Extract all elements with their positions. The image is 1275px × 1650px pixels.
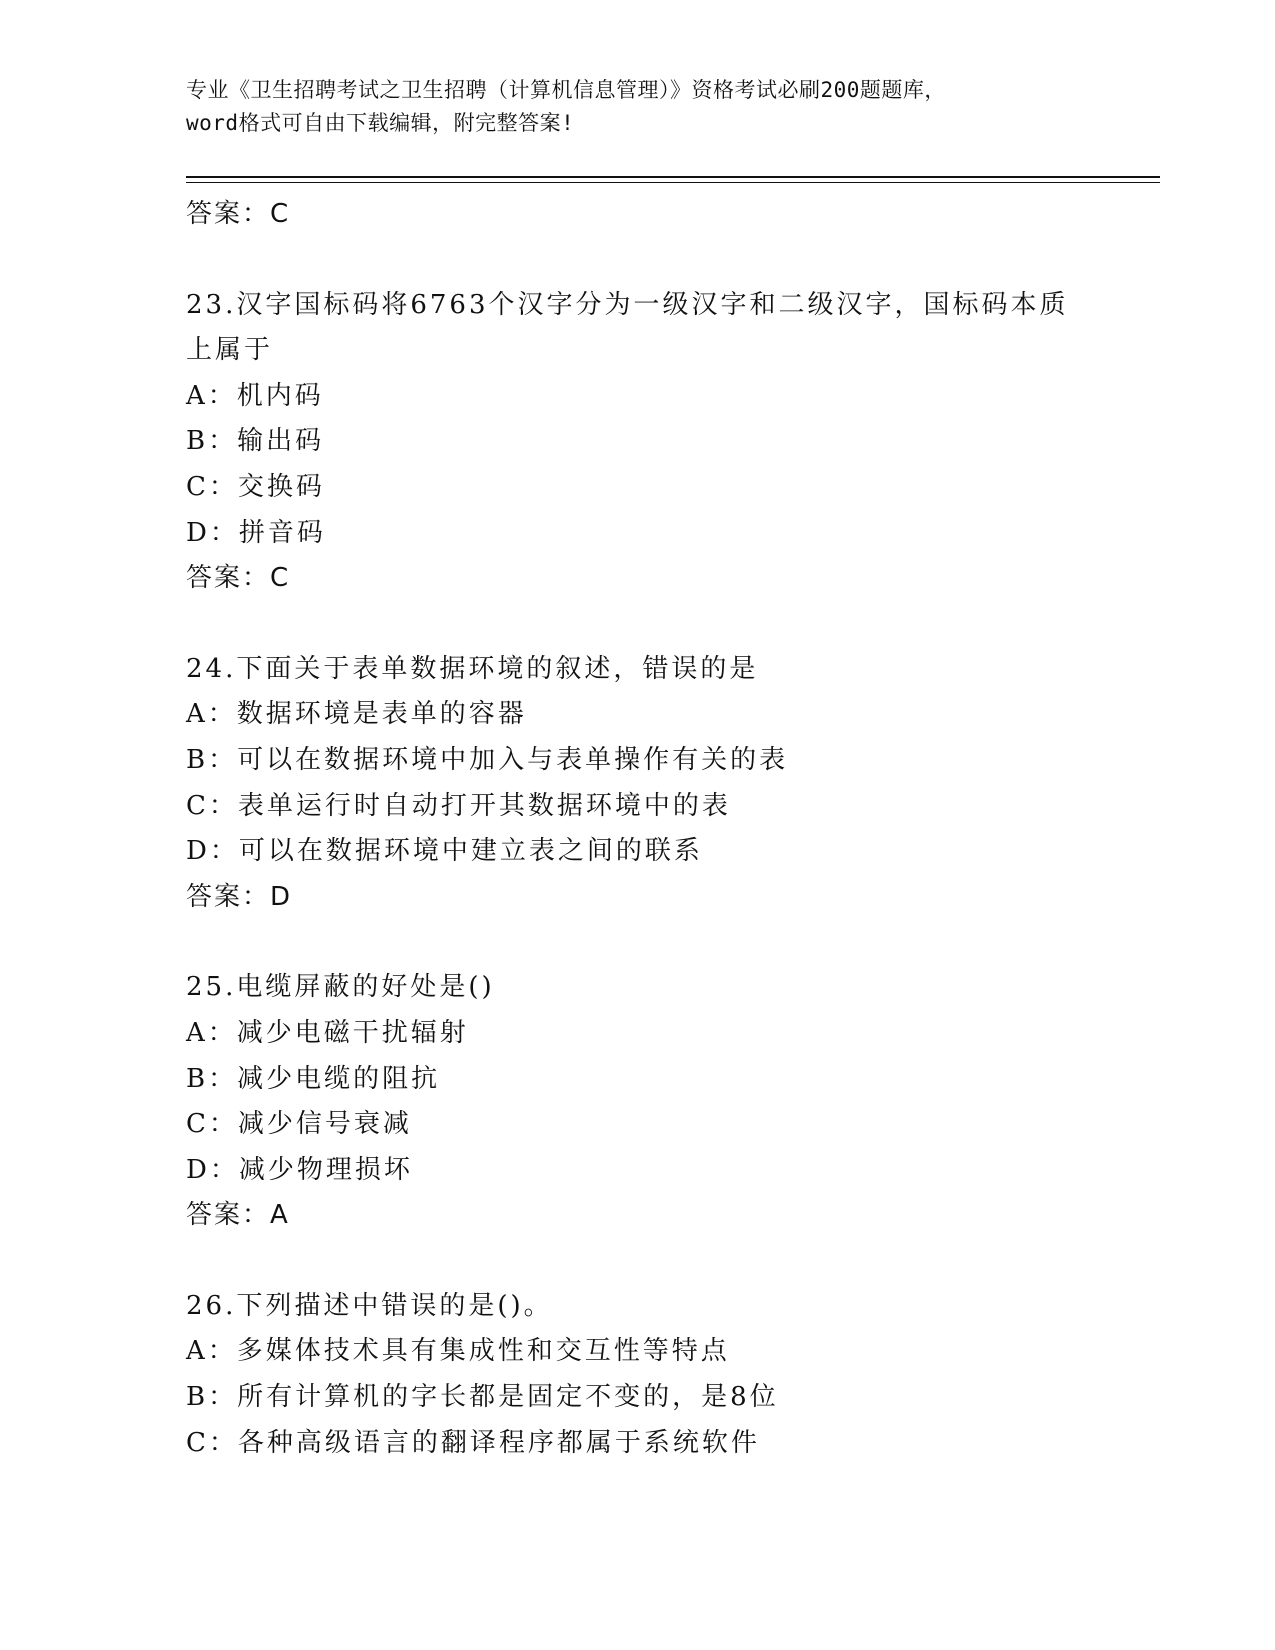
answer: 答案：D bbox=[186, 881, 293, 912]
question-stem: 26.下列描述中错误的是()。 bbox=[186, 1290, 553, 1321]
document-header bbox=[186, 74, 1086, 140]
option-c: C：表单运行时自动打开其数据环境中的表 bbox=[186, 790, 731, 821]
question-24 bbox=[186, 647, 1126, 921]
option-d: D：可以在数据环境中建立表之间的联系 bbox=[186, 836, 703, 867]
spacer bbox=[186, 920, 1126, 965]
option-a: A：数据环境是表单的容器 bbox=[186, 699, 527, 730]
question-23 bbox=[186, 283, 1126, 602]
header-line-2: word格式可自由下载编辑，附完整答案! bbox=[186, 111, 575, 135]
answer: 答案：A bbox=[186, 1200, 290, 1231]
header-line-1: 专业《卫生招聘考试之卫生招聘（计算机信息管理）》资格考试必刷200题题库， bbox=[186, 78, 946, 102]
answer: 答案：C bbox=[186, 563, 291, 594]
option-a: A：多媒体技术具有集成性和交互性等特点 bbox=[186, 1336, 730, 1367]
option-d: D：减少物理损坏 bbox=[186, 1154, 413, 1185]
option-a: A：减少电磁干扰辐射 bbox=[186, 1017, 469, 1048]
option-b: B：输出码 bbox=[186, 426, 325, 457]
option-b: B：所有计算机的字长都是固定不变的，是8位 bbox=[186, 1382, 779, 1413]
option-d: D：拼音码 bbox=[186, 517, 326, 548]
option-c: C：交换码 bbox=[186, 471, 325, 502]
header-divider-thick bbox=[186, 176, 1160, 178]
question-list bbox=[186, 192, 1126, 1466]
question-stem: 25.电缆屏蔽的好处是() bbox=[186, 972, 495, 1003]
question-stem: 23.汉字国标码将6763个汉字分为一级汉字和二级汉字，国标码本质 bbox=[186, 289, 1069, 320]
spacer bbox=[186, 1239, 1126, 1284]
spacer bbox=[186, 238, 1126, 283]
option-a: A：机内码 bbox=[186, 380, 324, 411]
option-b: B：可以在数据环境中加入与表单操作有关的表 bbox=[186, 744, 789, 775]
option-c: C：各种高级语言的翻译程序都属于系统软件 bbox=[186, 1427, 760, 1458]
answer-prev: 答案：C bbox=[186, 199, 291, 229]
question-25 bbox=[186, 965, 1126, 1239]
header-divider-thin bbox=[186, 182, 1160, 183]
question-26 bbox=[186, 1284, 1126, 1466]
question-stem: 24.下面关于表单数据环境的叙述，错误的是 bbox=[186, 653, 759, 684]
spacer bbox=[186, 602, 1126, 647]
question-stem-cont: 上属于 bbox=[186, 335, 274, 366]
option-b: B：减少电缆的阻抗 bbox=[186, 1063, 441, 1094]
option-c: C：减少信号衰减 bbox=[186, 1109, 412, 1140]
